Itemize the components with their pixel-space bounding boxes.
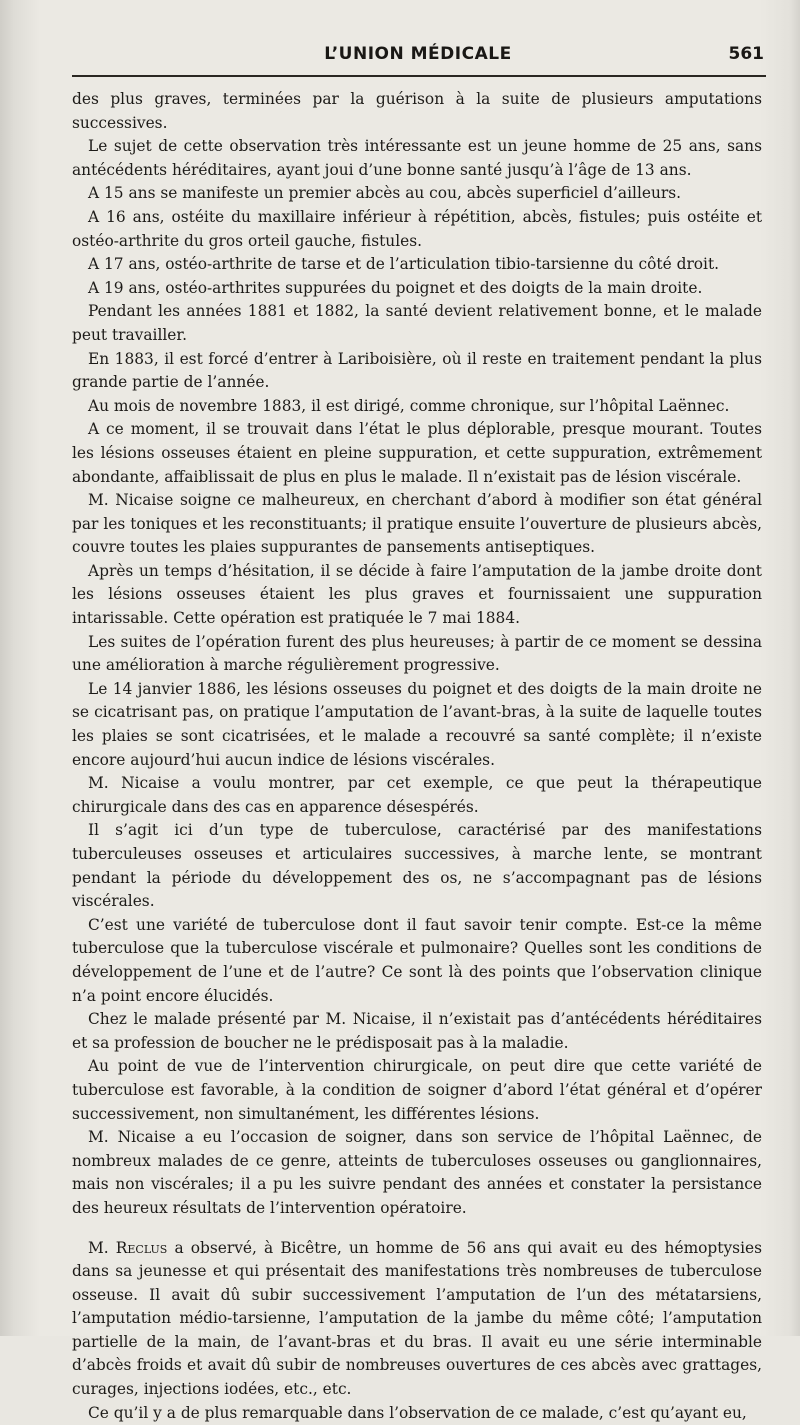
paragraph-reclus <box>72 1237 762 1402</box>
paragraph: A 17 ans, ostéo-arthrite de tarse et de l’articulation tibio-tarsienne du côté droit. <box>88 255 720 274</box>
header-rule <box>72 75 766 77</box>
paragraph: Après un temps d’hésitation, il se décide à faire l’amputation de la jambe droite dont les lésions osseuses étaient les plus graves et fournissaient une suppuration intarissable. Cette opération est pratiquée le 7 mai 1884. <box>72 561 762 628</box>
paragraph: M. Nicaise soigne ce malheureux, en cherchant d’abord à modifier son état général par les toniques et les reconstituants; il pratique ensuite l’ouverture de plusieurs abcès, couvre toutes les plaies suppurantes de pansements antiseptiques. <box>72 491 762 557</box>
paragraph: En 1883, il est forcé d’entrer à Lariboisière, où il reste en traitement pendant la plus grande partie de l’année. <box>72 349 762 392</box>
paragraph: Le 14 janvier 1886, les lésions osseuses du poignet et des doigts de la main droite ne se cicatrisant pas, on pratique l’amputation de l’avant-bras, à la suite de laquelle toutes les plaies se sont cicatrisées, et le malade a recouvré sa santé complète; il n’existe encore aujourd’hui aucun indice de lésions viscérales. <box>72 679 762 769</box>
paragraph: Au point de vue de l’intervention chirurgicale, on peut dire que cette variété de tuberculose est favorable, à la condition de soigner d’abord l’état général et d’opérer successivement, non simultanément, les différentes lésions. <box>72 1057 762 1123</box>
running-title: L’UNION MÉDICALE <box>324 44 512 64</box>
page-header <box>72 40 764 72</box>
page-number: 561 <box>728 44 764 64</box>
article-body <box>72 88 762 1425</box>
paragraph: Il s’agit ici d’un type de tuberculose, caractérisé par des manifestations tuberculeuses osseuses et articulaires successives, à marche lente, se montrant pendant la période du développement des os, ne s’accompagnant pas de lésions viscérales. <box>72 821 762 911</box>
paragraph: Ce qu’il y a de plus remarquable dans l’observation de ce malade, c’est qu’ayant eu, <box>88 1403 747 1422</box>
speaker-prefix: M. <box>88 1238 116 1257</box>
paragraph: C’est une variété de tuberculose dont il faut savoir tenir compte. Est-ce la même tuberculose que la tuberculose viscérale et pulmonaire? Quelles sont les conditions de développement de l’une et de l’autre? Ce sont là des points que l’observation clinique n’a point encore élucidés. <box>72 915 762 1005</box>
paragraph: M. Nicaise a eu l’occasion de soigner, dans son service de l’hôpital Laënnec, de nombreux malades de ce genre, atteints de tuberculoses osseuses ou ganglionnaires, mais non viscérales; il a pu les suivre pendant des années et constater la persistance des heureux résultats de l’intervention opératoire. <box>72 1128 762 1217</box>
paragraph: Au mois de novembre 1883, il est dirigé, comme chronique, sur l’hôpital Laënnec. <box>88 396 730 415</box>
paragraph: A 19 ans, ostéo-arthrites suppurées du poignet et des doigts de la main droite. <box>88 278 703 297</box>
paragraph: M. Nicaise a voulu montrer, par cet exemple, ce que peut la thérapeutique chirurgicale dans des cas en apparence désespérés. <box>72 774 762 816</box>
paragraph: A 15 ans se manifeste un premier abcès au cou, abcès superficiel d’ailleurs. <box>88 184 682 203</box>
paragraph: Le sujet de cette observation très intéressante est un jeune homme de 25 ans, sans antécédents héréditaires, ayant joui d’une bonne santé jusqu’à l’âge de 13 ans. <box>72 137 762 179</box>
paragraph: des plus graves, terminées par la guérison à la suite de plusieurs amputations successives. <box>72 90 762 132</box>
paragraph: Les suites de l’opération furent des plus heureuses; à partir de ce moment se dessina une amélioration à marche régulièrement progressive. <box>72 632 762 675</box>
paragraph: A ce moment, il se trouvait dans l’état le plus déplorable, presque mourant. Toutes les lésions osseuses étaient en pleine suppuration, et cette suppuration, extrêmement abondante, affaiblissait de plus en plus le malade. Il n’existait pas de lésion viscérale. <box>72 420 762 486</box>
paragraph: A 16 ans, ostéite du maxillaire inférieur à répétition, abcès, fistules; puis ostéite et ostéo-arthrite du gros orteil gauche, fistules. <box>72 207 762 250</box>
paragraph-text: a observé, à Bicêtre, un homme de 56 ans qui avait eu des hémoptysies dans sa jeunesse et qui présentait des manifestations très nombreuses de tuberculose osseuse. Il avait dû subir successivement l’amputation de l’un des métatarsiens, l’amputation médio-tarsienne, l’amputation de la jambe du même côté; l’amputation partielle de la main, de l’avant-bras et du bras. Il avait eu une série interminable d’abcès froids et avait dû subir de nombreuses ouvertures de ces abcès avec grattages, curages, injections iodées, etc., etc. <box>72 1238 762 1399</box>
speaker-name: Reclus <box>115 1238 168 1257</box>
paragraph: Pendant les années 1881 et 1882, la santé devient relativement bonne, et le malade peut travailler. <box>72 302 762 344</box>
paragraph: Chez le malade présenté par M. Nicaise, il n’existait pas d’antécédents héréditaires et sa profession de boucher ne le prédisposait pas à la maladie. <box>72 1010 762 1052</box>
